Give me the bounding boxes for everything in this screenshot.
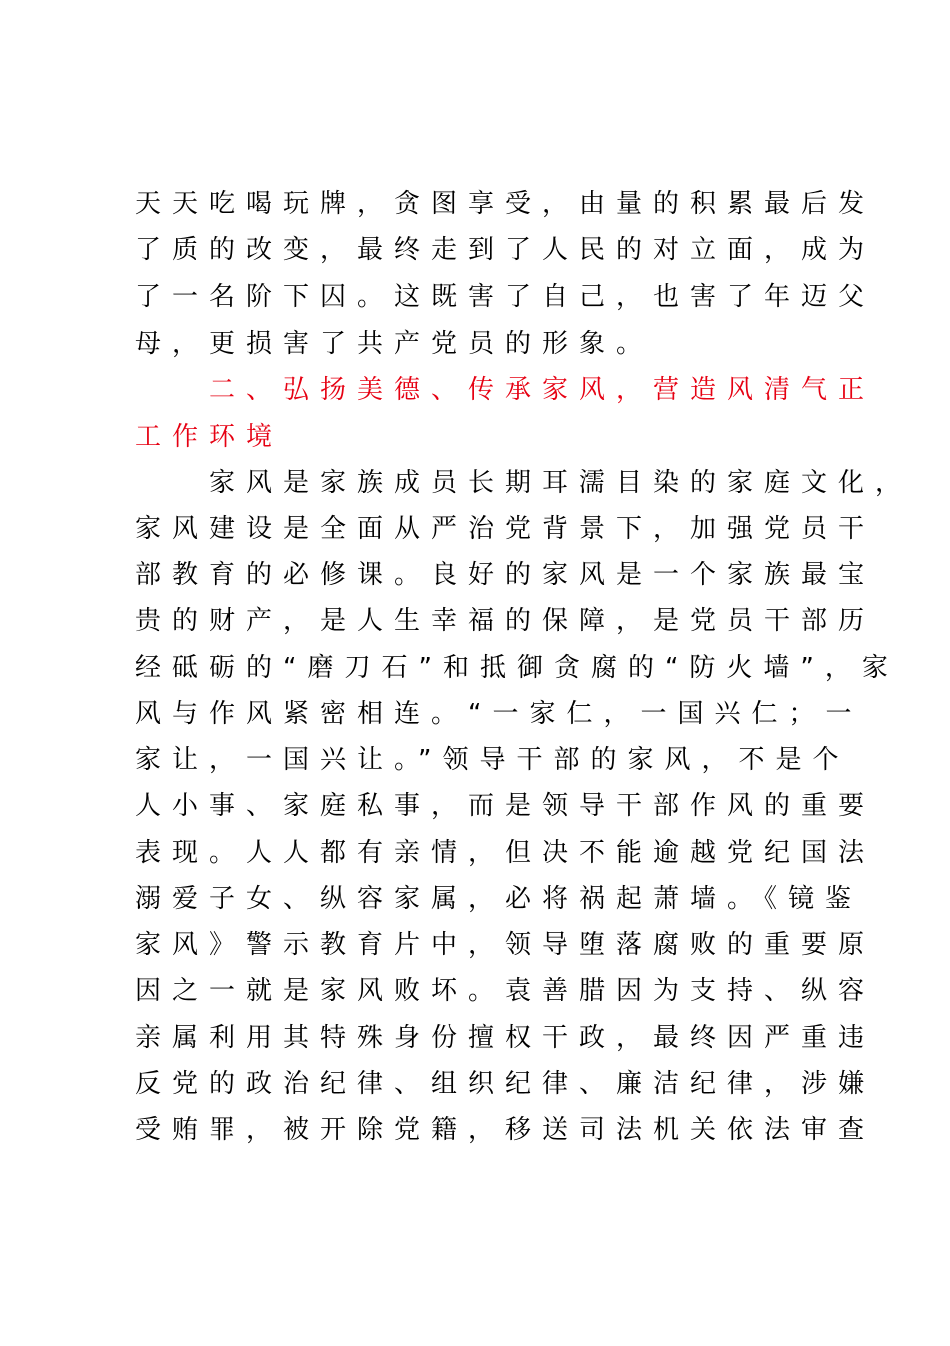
body-text-line: 亲属利用其特殊身份擅权干政，最终因严重违 [135,1023,876,1053]
body-text-line: 母，更损害了共产党员的形象。 [135,329,654,359]
body-text-line: 部教育的必修课。良好的家风是一个家族最宝 [135,560,876,590]
body-text-line: 了一名阶下囚。这既害了自己，也害了年迈父 [135,282,876,312]
body-text-line: 贵的财产，是人生幸福的保障，是党员干部历 [135,606,876,636]
body-text-line: 风与作风紧密相连。“一家仁，一国兴仁；一 [135,699,863,729]
body-text-line: 了质的改变，最终走到了人民的对立面，成为 [135,235,876,265]
body-text-line: 溺爱子女、纵容家属，必将祸起萧墙。《镜鉴 [135,884,863,914]
body-text-line: 家风建设是全面从严治党背景下，加强党员干 [135,514,876,544]
body-text-line: 家让，一国兴让。”领导干部的家风，不是个 [135,745,850,775]
body-text-line: 因之一就是家风败坏。袁善腊因为支持、纵容 [135,976,876,1006]
section-heading-line: 工作环境 [135,422,284,452]
body-text-line: 人小事、家庭私事，而是领导干部作风的重要 [135,791,876,821]
body-text-line: 家风是家族成员长期耳濡目染的家庭文化， [135,468,913,498]
body-text-line: 反党的政治纪律、组织纪律、廉洁纪律，涉嫌 [135,1069,876,1099]
body-text-line: 家风》警示教育片中，领导堕落腐败的重要原 [135,930,876,960]
section-heading-line: 二、弘扬美德、传承家风，营造风清气正 [135,375,876,405]
body-text-line: 天天吃喝玩牌，贪图享受，由量的积累最后发 [135,189,876,219]
body-text-line: 受贿罪，被开除党籍，移送司法机关依法审查 [135,1115,876,1145]
body-text-line: 表现。人人都有亲情，但决不能逾越党纪国法 [135,838,876,868]
body-text-line: 经砥砺的“磨刀石”和抵御贪腐的“防火墙”，家 [135,653,899,683]
